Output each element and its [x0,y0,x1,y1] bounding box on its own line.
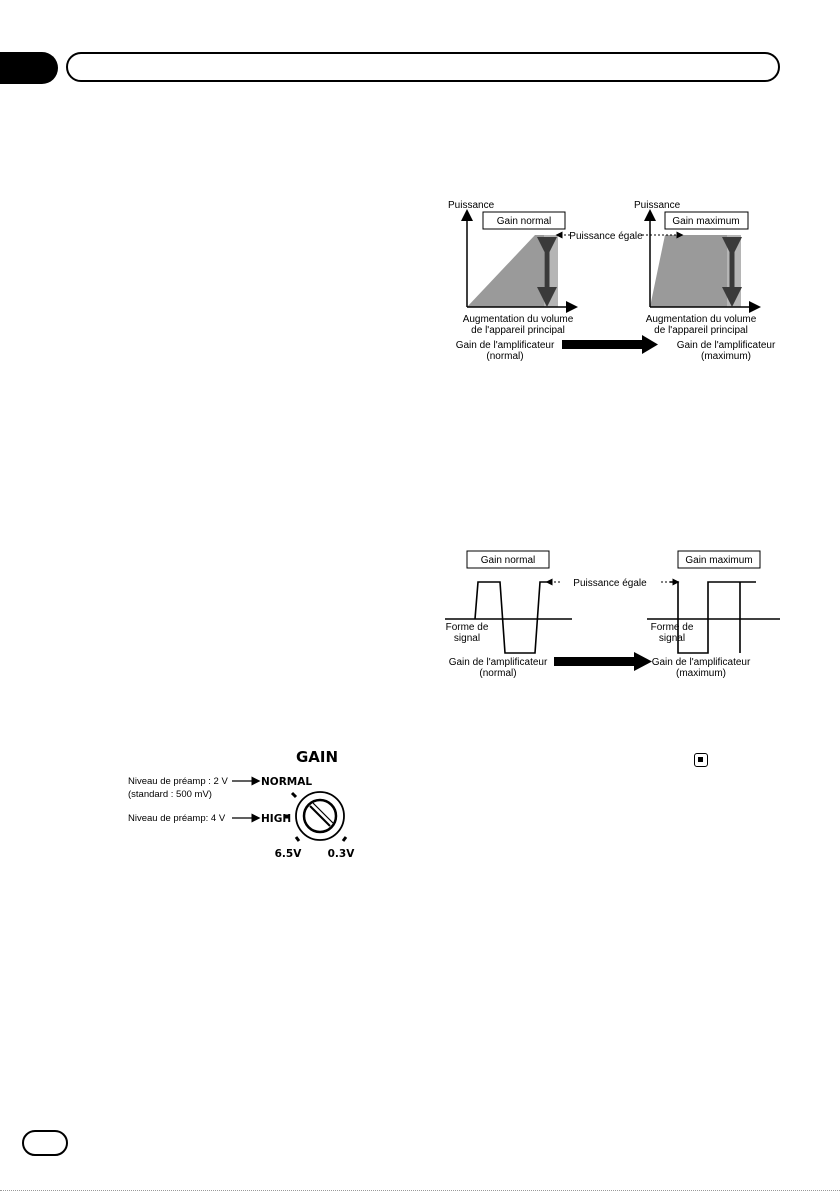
right-power-label: Puissance [634,200,681,211]
right-gain-box-label: Gain maximum [685,555,753,566]
voltage-6-5v-label: 6.5V [274,848,302,860]
figure-gain-switch [120,740,370,870]
left-waveform-group [445,551,572,679]
header-bar [66,52,780,82]
preamp-4v-label: Niveau de préamp: 4 V [128,813,226,824]
left-x-label-line1: Augmentation du volume [462,314,574,325]
left-power-label: Puissance [448,200,495,211]
right-gain-box-label: Gain maximum [672,216,740,227]
left-gain-box-label: Gain normal [480,555,536,566]
left-signal-line1: Forme de [445,622,489,633]
preamp-2v-label: Niveau de préamp : 2 V [128,776,228,787]
figure-signal-waveform [440,545,800,685]
gain-knob [285,792,346,841]
page-number-pill [22,1130,68,1156]
right-x-label-line1: Augmentation du volume [645,314,757,325]
preamp-standard-label: (standard : 500 mV) [128,789,212,800]
right-amp-line2: (maximum) [701,351,751,362]
bottom-rule [0,1190,840,1191]
figure-power-vs-volume [440,195,800,380]
equal-power-label: Puissance égale [573,578,647,589]
left-amp-line1: Gain de l'amplificateur [448,657,548,668]
right-waveform-group [647,551,780,679]
gain-title: GAIN [295,748,339,766]
gain-arrow-head [642,335,658,354]
right-amp-line2: (maximum) [676,668,726,679]
right-signal-line2: signal [658,633,686,644]
gain-arrow-head [634,652,652,671]
gain-arrow-body [562,340,644,349]
left-gain-box-label: Gain normal [496,216,552,227]
equal-power-label: Puissance égale [569,231,643,242]
gain-arrow-body [554,657,636,666]
right-amp-line1: Gain de l'amplificateur [651,657,751,668]
right-x-label-line2: de l'appareil principal [654,325,748,336]
high-label: HIGH [261,813,292,825]
voltage-0-3v-label: 0.3V [327,848,355,860]
right-signal-line1: Forme de [650,622,694,633]
left-power-chart [448,200,574,362]
left-amp-line1: Gain de l'amplificateur [455,340,555,351]
right-power-chart [634,200,776,362]
stop-square-icon [694,753,708,767]
normal-label: NORMAL [261,776,313,788]
right-amp-line1: Gain de l'amplificateur [676,340,776,351]
left-x-label-line2: de l'appareil principal [471,325,565,336]
section-tab [0,52,58,84]
left-amp-line2: (normal) [479,668,517,679]
left-waveform [475,582,547,653]
left-amp-line2: (normal) [486,351,524,362]
left-signal-line2: signal [453,633,481,644]
